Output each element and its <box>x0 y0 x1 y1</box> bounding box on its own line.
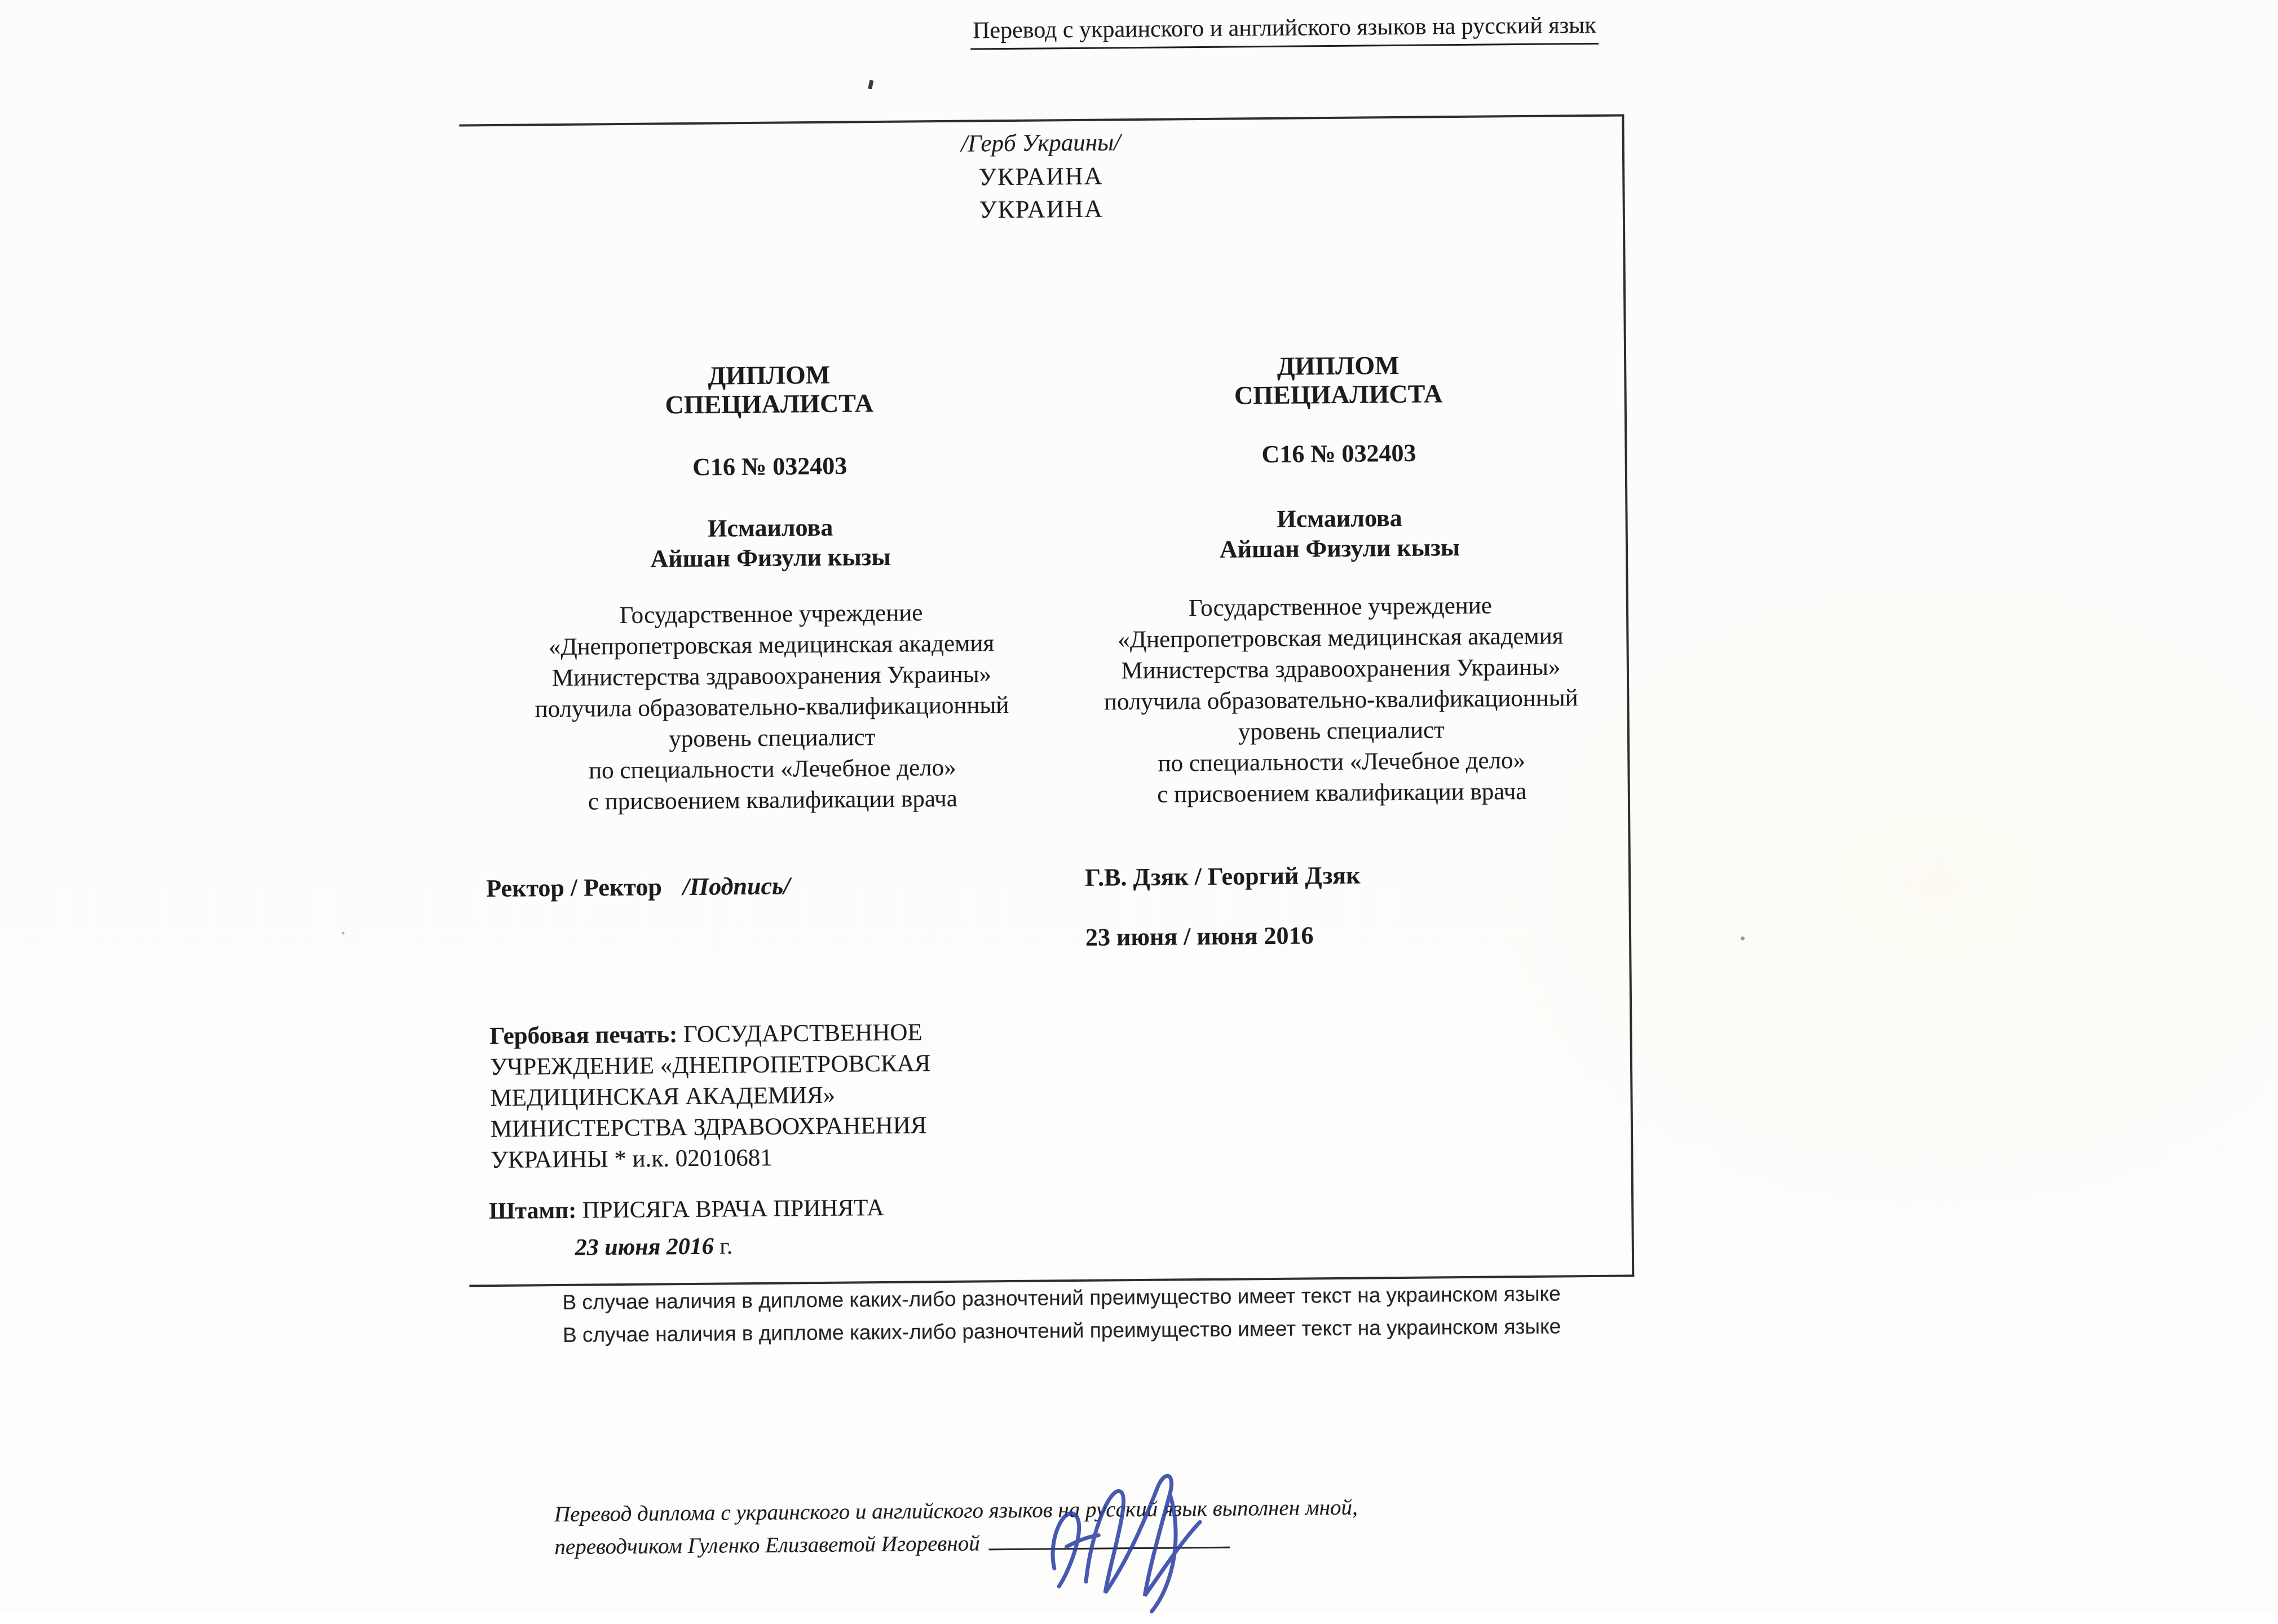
body-line: Министерства здравоохранения Украины» <box>551 661 992 692</box>
body-line: по специальности «Лечебное дело» <box>588 754 956 784</box>
diploma-body-left <box>479 596 1065 818</box>
signature-placeholder-note: /Подпись/ <box>682 872 791 901</box>
diploma-column-right <box>1049 116 1633 1279</box>
seal-text-line1: ГОСУДАРСТВЕННОЕ <box>683 1019 922 1048</box>
graduate-given-name: Айшан Физули кызы <box>1219 533 1460 563</box>
body-line: с присвоением квалификации врача <box>1157 778 1527 808</box>
stamp-date-line <box>575 1231 1076 1260</box>
body-line: Министерства здравоохранения Украины» <box>1121 654 1561 685</box>
graduate-surname: Исмаилова <box>707 513 833 542</box>
diploma-title-line1: ДИПЛОМ <box>708 360 831 390</box>
scan-artifact <box>868 80 873 90</box>
scan-artifact <box>342 932 345 934</box>
language-priority-note-1: В случае наличия в дипломе каких-либо разночтений преимущество имеет текст на украинском языке <box>562 1282 1561 1314</box>
country-line-1: УКРАИНА <box>978 162 1103 191</box>
seal-label: Гербовая печать: <box>489 1021 678 1050</box>
country-line-2: УКРАИНА <box>979 195 1104 224</box>
stamp-line1 <box>489 1194 1075 1224</box>
diploma-title-right <box>1051 348 1626 411</box>
diploma-title-left <box>477 358 1061 421</box>
rector-name: Г.В. Дзяк / Георгий Дзяк <box>1084 861 1361 892</box>
translator-signature-icon <box>999 1449 1249 1615</box>
body-line: с присвоением квалификации врача <box>588 785 958 815</box>
seal-text-line5: УКРАИНЫ * и.к. 02010681 <box>491 1144 772 1174</box>
diploma-series-right: С16 № 032403 <box>1261 439 1416 469</box>
translator-statement-line1: Перевод диплома с украинского и английского языков на русский язык выполнен мной, <box>554 1495 1358 1527</box>
language-priority-note-2: В случае наличия в дипломе каких-либо разночтений преимущество имеет текст на украинском языке <box>562 1314 1561 1347</box>
issue-date: 23 июня / июня 2016 <box>1085 921 1314 951</box>
diploma-title-line2: СПЕЦИАЛИСТА <box>665 389 874 420</box>
rector-signature-line <box>486 871 791 903</box>
body-line: уровень специалист <box>669 724 876 753</box>
diploma-title-line2: СПЕЦИАЛИСТА <box>1234 379 1443 410</box>
body-line: Государственное учреждение <box>1188 592 1493 622</box>
diploma-series-left: С16 № 032403 <box>692 452 847 481</box>
rector-label: Ректор / Ректор <box>486 873 663 903</box>
graduate-name-right <box>1052 501 1627 566</box>
translation-header-text: Перевод с украинского и английского языков на русский язык <box>970 11 1599 50</box>
graduate-given-name: Айшан Физули кызы <box>650 542 891 573</box>
body-line: по специальности «Лечебное дело» <box>1158 747 1526 777</box>
graduate-name-left <box>478 510 1062 575</box>
body-line: «Днепропетровская медицинская академия <box>548 630 995 661</box>
oath-stamp-text <box>489 1194 1076 1261</box>
stamp-date-suffix: г. <box>719 1233 733 1260</box>
emblem-note: /Герб Украины/ <box>961 129 1121 157</box>
seal-text-line4: МИНИСТЕРСТВА ЗДРАВООХРАНЕНИЯ <box>490 1112 927 1143</box>
seal-text-line2: УЧРЕЖДЕНИЕ «ДНЕПРОПЕТРОВСКАЯ <box>489 1050 931 1081</box>
diploma-title-line1: ДИПЛОМ <box>1277 350 1400 381</box>
graduate-surname: Исмаилова <box>1277 504 1402 533</box>
body-line: уровень специалист <box>1238 717 1445 745</box>
translation-header <box>926 10 1643 50</box>
stamp-text: ПРИСЯГА ВРАЧА ПРИНЯТА <box>582 1194 884 1224</box>
seal-text-line3: МЕДИЦИНСКАЯ АКАДЕМИЯ» <box>490 1082 836 1112</box>
scan-artifact <box>1741 937 1745 941</box>
diploma-box <box>459 114 1634 1287</box>
diploma-body-right <box>1053 589 1629 811</box>
stamp-label: Штамп: <box>489 1197 577 1225</box>
body-line: получила образовательно-квалификационный <box>535 692 1009 723</box>
body-line: получила образовательно-квалификационный <box>1103 685 1578 716</box>
body-line: Государственное учреждение <box>619 599 923 629</box>
official-seal-text <box>489 1016 1077 1176</box>
translator-name: переводчиком Гуленко Елизаветой Игоревной <box>554 1531 980 1560</box>
stamp-date: 23 июня 2016 <box>575 1233 714 1261</box>
body-line: «Днепропетровская медицинская академия <box>1118 623 1564 654</box>
